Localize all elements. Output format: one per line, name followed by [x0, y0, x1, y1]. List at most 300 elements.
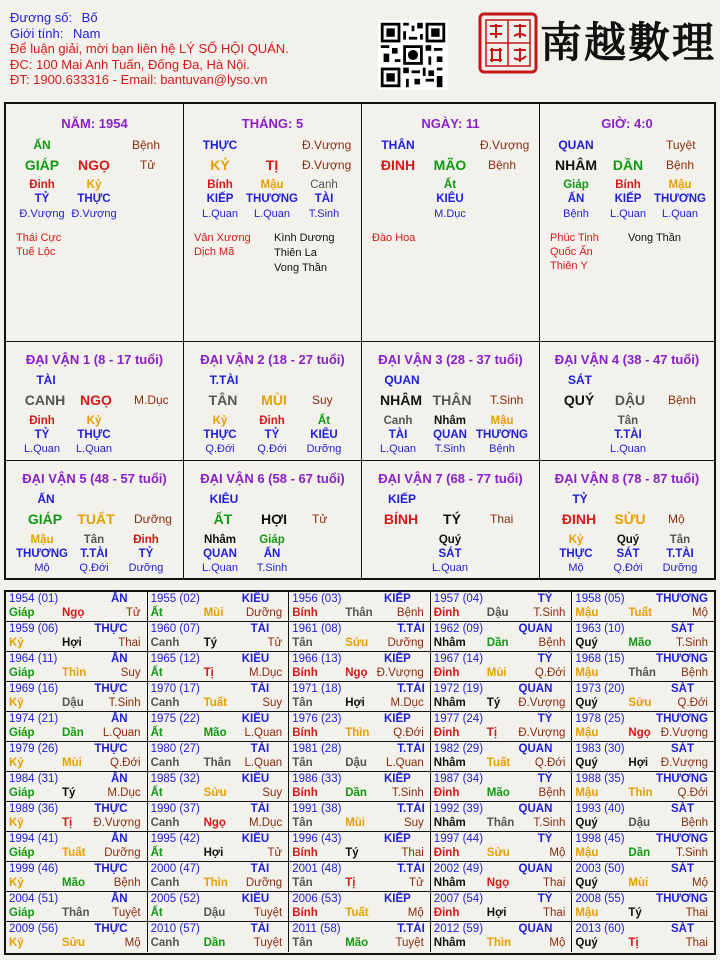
pillar-month: [184, 104, 362, 342]
hidden-stem: Mậu: [668, 179, 692, 191]
dai-van-state: Suy: [312, 393, 333, 407]
hidden-star: T.TÀI: [614, 429, 642, 441]
year-label: 1954 (01): [9, 593, 59, 605]
pillar-title: NGÀY: 11: [421, 116, 480, 131]
dai-van-cell: [362, 461, 540, 580]
annual-cell: [148, 802, 290, 832]
annual-cell: [6, 892, 148, 922]
annual-cell: [6, 622, 148, 652]
year-state: Suy: [262, 787, 283, 799]
hidden-star: QUAN: [203, 548, 237, 560]
hidden-stem: Mậu: [490, 415, 514, 427]
pillar-hour: [540, 104, 714, 342]
year-label: 1967 (14): [433, 653, 484, 665]
hidden-state: L.Quan: [431, 562, 469, 574]
year-chi: Hợi: [628, 757, 649, 769]
year-label: 2006 (53): [292, 893, 342, 905]
year-chi: Tý: [486, 697, 501, 709]
hidden-state: Q.Đới: [257, 443, 287, 455]
shen-sha: Đào Hoa: [372, 232, 416, 244]
year-can: Canh: [150, 637, 180, 649]
year-label: 2010 (57): [150, 923, 200, 935]
year-can: Kỷ: [9, 817, 24, 829]
year-state: Bệnh: [538, 787, 566, 799]
annual-cell: [431, 802, 573, 832]
dai-van-can: ẤT: [213, 511, 233, 527]
dai-van-title: ĐẠI VẬN 2 (18 - 27 tuổi): [200, 352, 345, 367]
year-star: TỶ: [537, 833, 553, 845]
shen-sha: Thái Cực: [16, 232, 62, 244]
year-label: 2005 (52): [150, 893, 200, 905]
year-state: Đ.Vượng: [660, 757, 708, 769]
hidden-star: TỶ: [264, 429, 280, 441]
annual-cell: [6, 712, 148, 742]
annual-cell: [431, 712, 573, 742]
year-state: Bệnh: [538, 637, 566, 649]
annual-cell: [289, 592, 431, 622]
year-label: 1977 (24): [433, 713, 484, 725]
hidden-state: Đ.Vượng: [71, 208, 117, 220]
hidden-state: L.Quan: [75, 443, 113, 455]
year-can: Giáp: [9, 907, 35, 919]
year-chi: Tị: [628, 937, 639, 949]
year-can: Ất: [150, 787, 163, 799]
year-star: ẤN: [110, 593, 128, 605]
year-label: 1981 (28): [292, 743, 342, 755]
pillar-can: KỶ: [210, 157, 230, 173]
year-can: Canh: [150, 877, 180, 889]
year-can: Nhâm: [433, 937, 466, 949]
year-can: Giáp: [9, 607, 35, 619]
annual-cell: [572, 922, 714, 952]
hidden-state: Dưỡng: [128, 562, 164, 574]
dai-van-title: ĐẠI VẬN 4 (38 - 47 tuổi): [554, 352, 700, 367]
year-chi: Sửu: [345, 637, 369, 649]
hidden-stem: Nhâm: [204, 534, 236, 546]
annual-cell: [431, 862, 573, 892]
hidden-stem: Kỷ: [86, 179, 102, 191]
year-can: Mậu: [575, 787, 599, 799]
year-can: Mậu: [575, 607, 599, 619]
pillar-star-right: Đ.Vượng: [480, 138, 530, 152]
year-state: M.Dục: [248, 667, 283, 679]
year-chi: Tị: [345, 877, 356, 889]
annual-cell: [289, 682, 431, 712]
dai-van-star: SÁT: [568, 373, 592, 387]
hidden-stem: Tân: [669, 534, 691, 546]
year-chi: Mão: [486, 787, 510, 799]
chart-grid: [4, 102, 716, 580]
hidden-star: ẤN: [263, 548, 281, 560]
year-chi: Thìn: [203, 877, 228, 889]
shen-sha: Thiên La: [274, 247, 317, 259]
annual-cell: [289, 802, 431, 832]
hidden-state: L.Quan: [661, 208, 699, 220]
year-label: 1984 (31): [9, 773, 59, 785]
year-label: 1970 (17): [150, 683, 200, 695]
pillar-chi: TỊ: [265, 157, 279, 173]
pillar-star-left: THÂN: [381, 138, 415, 152]
year-star: SÁT: [670, 683, 694, 695]
annual-cell: [289, 862, 431, 892]
year-state: Dưỡng: [104, 847, 141, 859]
hidden-star: SÁT: [616, 548, 640, 560]
pillar-star-left: QUAN: [558, 138, 594, 152]
year-can: Ất: [150, 607, 163, 619]
hidden-stem: Ất: [443, 179, 457, 191]
pillar-star-left: ẤN: [33, 138, 51, 152]
annual-cell: [148, 712, 290, 742]
hidden-star: T.TÀI: [666, 548, 694, 560]
dai-van-title: ĐẠI VẬN 8 (78 - 87 tuổi): [554, 471, 700, 486]
year-star: ẤN: [110, 653, 128, 665]
year-can: Bính: [292, 607, 318, 619]
year-label: 1955 (02): [150, 593, 200, 605]
year-can: Nhâm: [433, 637, 466, 649]
year-can: Ất: [150, 667, 163, 679]
year-can: Kỷ: [9, 877, 24, 889]
year-label: 2012 (59): [433, 923, 484, 935]
year-can: Bính: [292, 907, 318, 919]
year-star: SÁT: [670, 923, 694, 935]
year-label: 1982 (29): [433, 743, 484, 755]
annual-cell: [6, 742, 148, 772]
hidden-stem: Mậu: [30, 534, 54, 546]
year-state: Q.Đới: [677, 787, 708, 799]
year-state: M.Dục: [107, 787, 141, 799]
year-can: Mậu: [575, 727, 599, 739]
dai-van-chi: DẬU: [614, 392, 646, 408]
shen-sha: Vong Thần: [274, 262, 328, 274]
hidden-stem: Đinh: [29, 179, 55, 191]
pillar-year: [6, 104, 184, 342]
dai-van-can: BÍNH: [383, 511, 419, 527]
hidden-star: TÀI: [388, 429, 408, 441]
year-can: Quý: [575, 817, 598, 829]
dai-van-cell: [184, 342, 362, 461]
year-star: TÀI: [250, 743, 270, 755]
year-label: 1965 (12): [150, 653, 200, 665]
year-state: Mộ: [407, 907, 424, 919]
year-state: Tử: [125, 607, 141, 619]
dai-van-star: KIÊU: [209, 492, 239, 506]
dai-van-chi: THÂN: [432, 392, 472, 408]
year-label: 1960 (07): [150, 623, 200, 635]
dai-van-star: QUAN: [384, 373, 420, 387]
year-label: 1990 (37): [150, 803, 200, 815]
year-state: Mộ: [549, 847, 566, 859]
seal-icon: [478, 12, 538, 74]
year-chi: Thân: [62, 907, 90, 919]
year-star: ẤN: [110, 773, 128, 785]
year-star: ẤN: [110, 893, 128, 905]
pillar-star-right: Tuyệt: [666, 138, 696, 152]
annual-cell: [6, 682, 148, 712]
annual-cell: [289, 832, 431, 862]
year-state: Tuyệt: [253, 937, 283, 949]
year-star: THƯƠNG: [656, 833, 708, 845]
hidden-state: Đ.Vượng: [19, 208, 65, 220]
year-chi: Hợi: [345, 697, 365, 709]
year-label: 2007 (54): [433, 893, 484, 905]
dai-van-title: ĐẠI VẬN 5 (48 - 57 tuổi): [22, 471, 167, 486]
year-can: Quý: [575, 697, 598, 709]
year-star: QUAN: [518, 803, 553, 815]
year-state: Tử: [267, 637, 283, 649]
year-star: T.TÀI: [397, 863, 425, 875]
hidden-stem: Đinh: [259, 415, 285, 427]
year-chi: Thìn: [486, 937, 512, 949]
dai-van-can: TÂN: [208, 392, 238, 408]
year-label: 1980 (27): [150, 743, 200, 755]
pillar-star-right: Đ.Vượng: [302, 138, 352, 152]
year-star: THƯƠNG: [656, 893, 708, 905]
annual-cell: [431, 682, 573, 712]
year-chi: Hợi: [486, 907, 507, 919]
dai-van-state: M.Dục: [134, 393, 169, 407]
hidden-star: QUAN: [433, 429, 467, 441]
hidden-state: Dưỡng: [662, 562, 698, 574]
annual-cell: [572, 592, 714, 622]
year-star: QUAN: [518, 683, 553, 695]
year-can: Mậu: [575, 667, 599, 679]
year-star: THƯƠNG: [656, 713, 708, 725]
year-state: Mộ: [692, 607, 708, 619]
year-can: Giáp: [9, 667, 35, 679]
year-label: 1999 (46): [9, 863, 59, 875]
year-state: Dưỡng: [245, 877, 283, 889]
hidden-star: THỰC: [203, 429, 237, 441]
year-label: 1962 (09): [433, 623, 484, 635]
hidden-state: Q.Đới: [613, 562, 643, 574]
year-label: 1993 (40): [575, 803, 625, 815]
hidden-stem: Ất: [317, 415, 331, 427]
hidden-stem: Bính: [615, 179, 641, 191]
shen-sha: Phúc Tinh: [550, 232, 599, 244]
hidden-state: T.Sinh: [434, 443, 466, 455]
hidden-state: Mộ: [34, 562, 50, 574]
dai-van-can: ĐINH: [561, 511, 597, 527]
annual-cell: [148, 862, 290, 892]
annual-cell: [148, 622, 290, 652]
year-label: 1961 (08): [292, 623, 342, 635]
pillar-state: Tử: [140, 158, 156, 172]
year-can: Kỷ: [9, 637, 24, 649]
hidden-star: KIÊU: [310, 429, 338, 441]
year-state: Đ.Vượng: [518, 697, 566, 709]
year-state: Suy: [262, 697, 283, 709]
year-label: 1997 (44): [433, 833, 484, 845]
annual-cell: [148, 652, 290, 682]
year-can: Bính: [292, 667, 318, 679]
year-star: TỶ: [537, 893, 553, 905]
dai-van-state: Tử: [312, 512, 328, 526]
year-star: KIÊU: [241, 653, 270, 665]
owner-value: Bố: [81, 10, 98, 25]
hidden-stem: Canh: [310, 179, 338, 191]
dai-van-cell: [6, 342, 184, 461]
year-can: Tân: [292, 877, 313, 889]
year-chi: Tị: [62, 817, 73, 829]
year-state: T.Sinh: [108, 697, 141, 709]
year-star: SÁT: [670, 623, 694, 635]
year-state: Suy: [120, 667, 141, 679]
dai-van-cell: [540, 342, 714, 461]
annual-cell: [431, 742, 573, 772]
hidden-state: T.Sinh: [308, 208, 340, 220]
year-chi: Thìn: [628, 787, 653, 799]
year-label: 1973 (20): [575, 683, 625, 695]
shen-sha: Tuế Lộc: [16, 246, 56, 258]
year-can: Ất: [150, 847, 163, 859]
year-star: KIẾP: [383, 593, 411, 605]
hidden-state: L.Quan: [609, 443, 647, 455]
year-chi: Sửu: [203, 787, 227, 799]
year-state: Thai: [543, 907, 566, 919]
dai-van-cell: [362, 342, 540, 461]
qr-code-icon[interactable]: [378, 20, 448, 90]
header-info: [10, 10, 289, 88]
hidden-state: L.Quan: [379, 443, 417, 455]
dai-van-title: ĐẠI VẬN 1 (8 - 17 tuổi): [25, 352, 164, 367]
dai-van-chi: TUẤT: [77, 511, 115, 527]
year-state: Bệnh: [113, 877, 141, 889]
year-chi: Dậu: [203, 907, 226, 919]
year-chi: Thìn: [345, 727, 370, 739]
year-label: 1971 (18): [292, 683, 342, 695]
year-chi: Mão: [62, 877, 85, 889]
shen-sha: Kình Dương: [274, 232, 335, 244]
dai-van-cell: [6, 461, 184, 580]
year-can: Mậu: [575, 847, 599, 859]
pillar-title: GIỜ: 4:0: [601, 116, 653, 131]
hidden-state: Bệnh: [563, 208, 589, 220]
owner-line: [10, 10, 289, 26]
annual-cell: [431, 772, 573, 802]
year-state: Đ.Vượng: [376, 667, 424, 679]
hidden-star: THƯƠNG: [654, 193, 706, 205]
year-state: Q.Đới: [534, 667, 566, 679]
year-label: 1991 (38): [292, 803, 342, 815]
year-label: 1987 (34): [433, 773, 484, 785]
year-chi: Mão: [203, 727, 227, 739]
year-state: Thai: [401, 847, 424, 859]
year-chi: Hợi: [203, 847, 224, 859]
year-state: Mộ: [692, 877, 708, 889]
dai-van-title: ĐẠI VẬN 6 (58 - 67 tuổi): [200, 471, 345, 486]
hidden-state: Dưỡng: [306, 443, 342, 455]
year-can: Kỷ: [9, 937, 24, 949]
year-state: Dưỡng: [387, 637, 424, 649]
dai-van-star: TỶ: [572, 492, 588, 506]
annual-cell: [572, 832, 714, 862]
year-star: KIÊU: [241, 893, 270, 905]
year-star: T.TÀI: [397, 743, 425, 755]
pillar-can: NHÂM: [555, 157, 597, 173]
year-label: 1989 (36): [9, 803, 59, 815]
annual-cell: [431, 652, 573, 682]
year-label: 1978 (25): [575, 713, 625, 725]
year-can: Quý: [575, 877, 598, 889]
year-star: QUAN: [518, 923, 553, 935]
year-label: 1976 (23): [292, 713, 342, 725]
hidden-state: L.Quan: [201, 208, 239, 220]
year-chi: Sửu: [628, 697, 652, 709]
dai-van-chi: MÙI: [261, 392, 287, 408]
year-state: Dưỡng: [245, 607, 283, 619]
annual-cell: [148, 832, 290, 862]
year-chi: Tý: [345, 847, 359, 859]
year-star: THƯƠNG: [656, 593, 708, 605]
pillar-can: GIÁP: [24, 157, 60, 173]
annual-cell: [572, 802, 714, 832]
dai-van-state: T.Sinh: [490, 393, 524, 407]
year-chi: Ngọ: [203, 817, 226, 829]
year-state: Q.Đới: [677, 697, 708, 709]
hidden-stem: Quý: [438, 534, 462, 546]
year-state: Thai: [543, 877, 566, 889]
annual-cell: [289, 652, 431, 682]
hidden-star: TÀI: [314, 193, 334, 205]
year-can: Tân: [292, 937, 313, 949]
year-chi: Thân: [203, 757, 232, 769]
year-state: Tử: [267, 847, 283, 859]
hidden-star: TỶ: [34, 429, 50, 441]
year-chi: Mão: [345, 937, 369, 949]
year-state: Thai: [685, 907, 708, 919]
year-chi: Dần: [203, 937, 226, 949]
hidden-star: KIẾP: [206, 193, 234, 205]
annual-cell: [6, 922, 148, 952]
year-chi: Dậu: [486, 607, 509, 619]
year-star: THỰC: [94, 623, 128, 635]
year-can: Tân: [292, 757, 313, 769]
year-label: 2013 (60): [575, 923, 625, 935]
year-label: 1995 (42): [150, 833, 200, 845]
year-state: Bệnh: [681, 667, 708, 679]
annual-cell: [572, 892, 714, 922]
year-star: KIẾP: [383, 773, 411, 785]
pillar-can: ĐINH: [380, 157, 416, 173]
year-label: 1983 (30): [575, 743, 625, 755]
owner-label: Đương số:: [10, 10, 73, 25]
year-label: 2011 (58): [292, 923, 341, 935]
year-chi: Mão: [628, 637, 652, 649]
year-star: THỰC: [94, 683, 128, 695]
pillar-day: [362, 104, 540, 342]
hidden-star: KIÊU: [436, 193, 464, 205]
year-state: T.Sinh: [676, 847, 708, 859]
hidden-star: THƯƠNG: [246, 193, 298, 205]
year-star: KIÊU: [241, 593, 270, 605]
year-chi: Tị: [203, 667, 214, 679]
annual-cell: [572, 862, 714, 892]
year-chi: Tuất: [62, 847, 86, 859]
dai-van-chi: TÝ: [443, 511, 461, 527]
shen-sha: Quốc Ấn: [550, 246, 593, 258]
hidden-state: Mộ: [568, 562, 584, 574]
year-chi: Ngọ: [62, 607, 85, 619]
dai-van-title: ĐẠI VẬN 7 (68 - 77 tuổi): [378, 471, 523, 486]
annual-cell: [148, 772, 290, 802]
year-can: Đinh: [433, 847, 460, 859]
header: [0, 0, 720, 100]
annual-cell: [6, 592, 148, 622]
annual-cell: [6, 802, 148, 832]
annual-cell: [431, 592, 573, 622]
dai-van-state: Bệnh: [668, 393, 697, 407]
year-chi: Thân: [486, 817, 515, 829]
